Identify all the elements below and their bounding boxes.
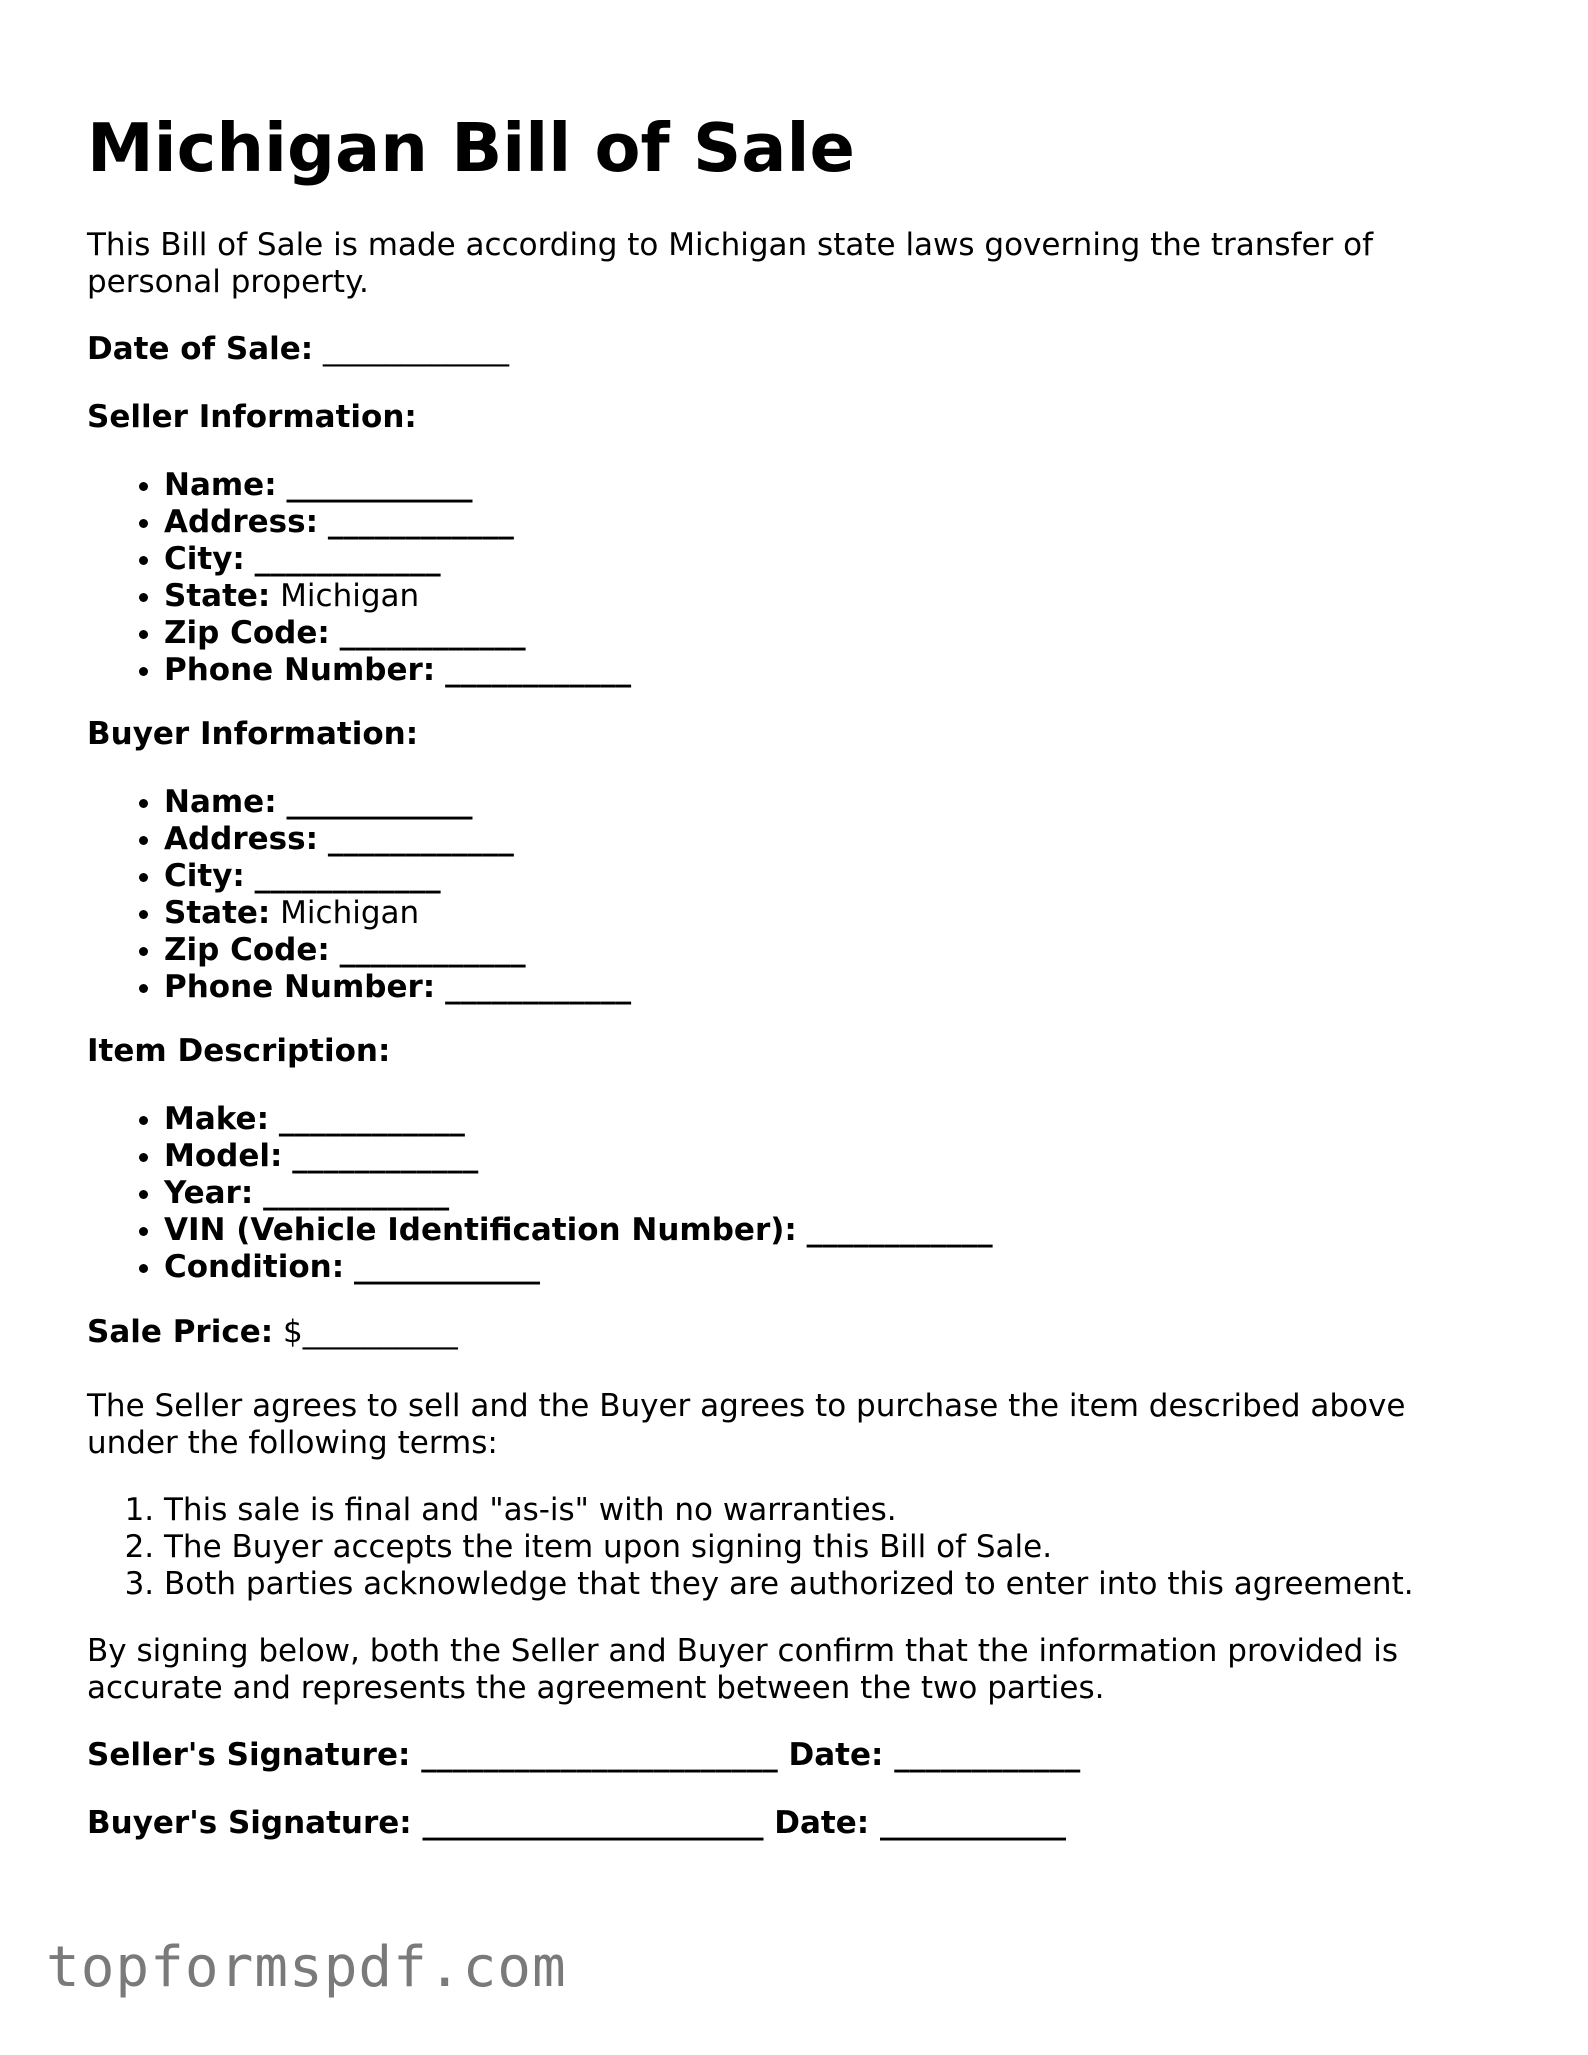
field-label: Phone Number:: [164, 969, 436, 1005]
seller-zip-blank[interactable]: ____________: [339, 615, 526, 651]
term-item: 2. The Buyer accepts the item upon signing this Bill of Sale.: [164, 1529, 1414, 1566]
buyer-date-label: Date:: [774, 1805, 870, 1841]
field-label: Address:: [164, 504, 318, 540]
sale-price-label: Sale Price:: [87, 1314, 274, 1350]
term-item: 3. Both parties acknowledge that they are authorized to enter into this agreement.: [164, 1566, 1414, 1603]
buyer-date-blank[interactable]: ____________: [879, 1805, 1066, 1841]
field-label: Condition:: [164, 1249, 345, 1285]
seller-signature-blank[interactable]: _______________________: [421, 1737, 778, 1773]
seller-phone-blank[interactable]: ____________: [445, 652, 632, 688]
seller-state-value: Michigan: [280, 578, 420, 614]
field-label: Make:: [164, 1101, 269, 1137]
field-label: State:: [164, 895, 271, 931]
item-make-item: [164, 1101, 993, 1138]
item-vin-item: [164, 1212, 993, 1249]
buyer-address-blank[interactable]: ____________: [327, 821, 514, 857]
seller-name-item: [164, 467, 631, 504]
seller-fields-list: [87, 467, 631, 689]
item-model-blank[interactable]: ____________: [292, 1138, 479, 1174]
term-item: 1. This sale is final and "as-is" with no warranties.: [164, 1492, 1414, 1529]
buyer-zip-blank[interactable]: ____________: [339, 932, 526, 968]
buyer-name-blank[interactable]: ____________: [286, 784, 473, 820]
seller-zip-item: [164, 615, 631, 652]
buyer-signature-label: Buyer's Signature:: [87, 1805, 412, 1841]
item-year-blank[interactable]: ____________: [263, 1175, 450, 1211]
field-label: Year:: [164, 1175, 254, 1211]
seller-signature-label: Seller's Signature:: [87, 1737, 411, 1773]
seller-state-item: [164, 578, 631, 615]
seller-name-blank[interactable]: ____________: [286, 467, 473, 503]
item-condition-item: [164, 1249, 993, 1286]
date-of-sale-label: Date of Sale:: [87, 331, 314, 367]
seller-address-blank[interactable]: ____________: [327, 504, 514, 540]
field-label: Name:: [164, 467, 277, 503]
intro-paragraph: This Bill of Sale is made according to Michigan state laws governing the transfer of personal property.: [87, 227, 1374, 300]
buyer-heading: Buyer Information:: [87, 716, 419, 752]
field-label: Zip Code:: [164, 615, 330, 651]
seller-date-label: Date:: [788, 1737, 884, 1773]
watermark-text: topformspdf.com: [46, 1935, 567, 2000]
sale-price-blank[interactable]: $__________: [282, 1314, 458, 1350]
seller-signature-line: [87, 1737, 1080, 1774]
buyer-name-item: [164, 784, 631, 821]
buyer-city-item: [164, 858, 631, 895]
seller-date-blank[interactable]: ____________: [894, 1737, 1081, 1773]
terms-intro-paragraph: The Seller agrees to sell and the Buyer agrees to purchase the item described above under the following terms:: [87, 1388, 1406, 1461]
field-label: City:: [164, 858, 245, 894]
date-of-sale-blank[interactable]: ____________: [323, 331, 510, 367]
page-title: Michigan Bill of Sale: [87, 109, 855, 187]
field-label: VIN (Vehicle Identification Number):: [164, 1212, 797, 1248]
buyer-phone-item: [164, 969, 631, 1006]
buyer-address-item: [164, 821, 631, 858]
buyer-phone-blank[interactable]: ____________: [445, 969, 632, 1005]
buyer-fields-list: [87, 784, 631, 1006]
item-make-blank[interactable]: ____________: [278, 1101, 465, 1137]
seller-city-blank[interactable]: ____________: [254, 541, 441, 577]
confirmation-paragraph: By signing below, both the Seller and Buyer confirm that the information provided is accurate and represents the agreement between the two parties.: [87, 1633, 1398, 1706]
field-label: City:: [164, 541, 245, 577]
item-model-item: [164, 1138, 993, 1175]
field-label: Name:: [164, 784, 277, 820]
item-fields-list: [87, 1101, 993, 1286]
item-vin-blank[interactable]: ____________: [806, 1212, 993, 1248]
field-label: Zip Code:: [164, 932, 330, 968]
seller-city-item: [164, 541, 631, 578]
buyer-signature-blank[interactable]: ______________________: [422, 1805, 764, 1841]
item-heading: Item Description:: [87, 1033, 391, 1069]
sale-price-line: [87, 1314, 458, 1351]
buyer-city-blank[interactable]: ____________: [254, 858, 441, 894]
buyer-state-item: [164, 895, 631, 932]
seller-address-item: [164, 504, 631, 541]
field-label: Model:: [164, 1138, 283, 1174]
field-label: Address:: [164, 821, 318, 857]
field-label: Phone Number:: [164, 652, 436, 688]
seller-phone-item: [164, 652, 631, 689]
terms-list: [87, 1492, 1414, 1603]
buyer-zip-item: [164, 932, 631, 969]
item-condition-blank[interactable]: ____________: [354, 1249, 541, 1285]
item-year-item: [164, 1175, 993, 1212]
date-of-sale-line: [87, 331, 509, 368]
seller-heading: Seller Information:: [87, 399, 417, 435]
buyer-signature-line: [87, 1805, 1066, 1842]
field-label: State:: [164, 578, 271, 614]
buyer-state-value: Michigan: [280, 895, 420, 931]
